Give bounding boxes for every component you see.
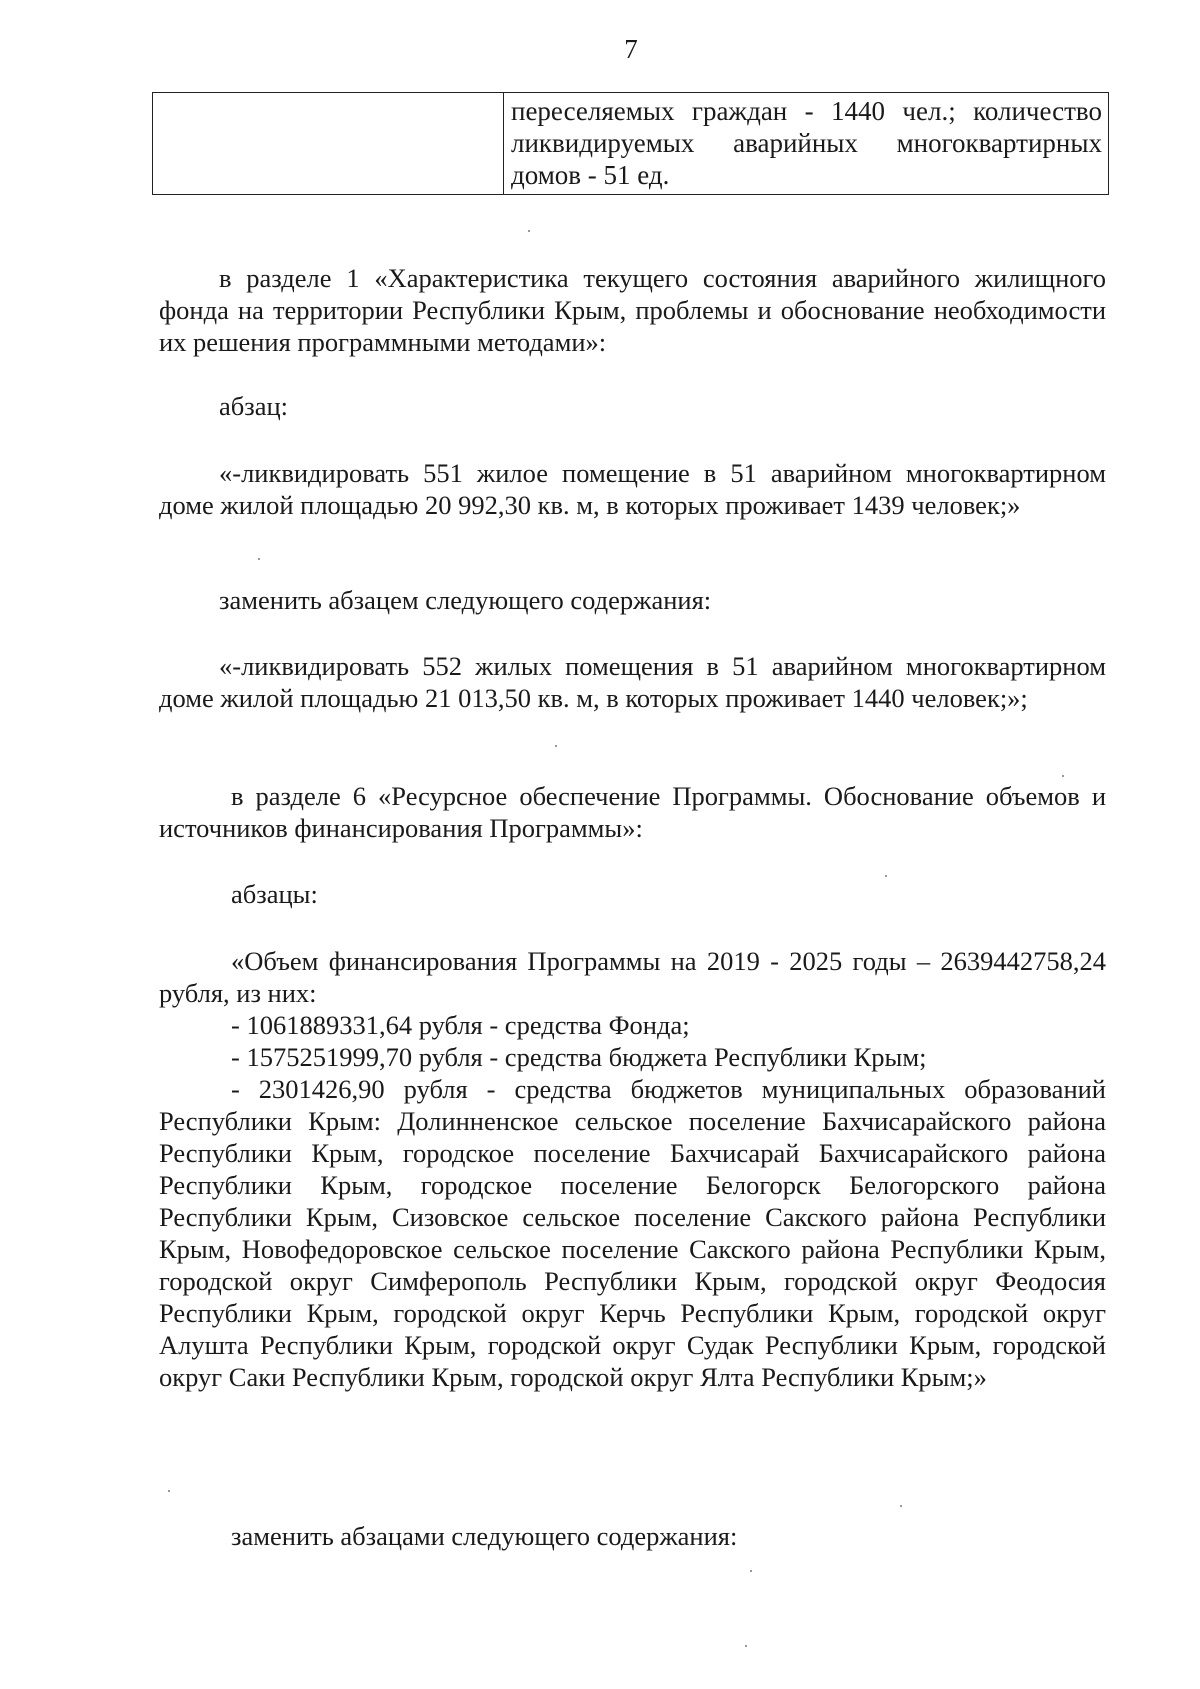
old-text: «-ликвидировать 551 жилое помещение в 51 аварийном многоквартирном доме жилой площадью 20 992,30 кв. м, в которых проживает 1439 человек;» xyxy=(159,458,1106,520)
table-cell-right: переселяемых граждан - 1440 чел.; количество ликвидируемых аварийных многоквартирных домов - 51 ед. xyxy=(511,96,1102,190)
table-fragment xyxy=(152,92,1109,195)
funding-municipal: - 2301426,90 рубля - средства бюджетов муниципальных образований Республики Крым: Долинненское сельское поселение Бахчисарайского района Республики Крым, городское поселение Бахчисарай Бахчисарайского района Республики Крым, городское поселение Белогорск Белогорского района Республики Крым, Сизовское сельское поселение Сакского района Республики Крым, Новофедоровское сельское поселение Сакского района Республики Крым, городской округ Симферополь Республики Крым, городской округ Феодосия Республики Крым, городской округ Керчь Республики Крым, городской округ Алушта Республики Крым, городской округ Судак Республики Крым, городской округ Саки Республики Крым, городской округ Ялта Республики Крым;» xyxy=(159,1074,1106,1392)
funding-total: «Объем финансирования Программы на 2019 - 2025 годы – 2639442758,24 рубля, из них: xyxy=(159,946,1106,1008)
replace-single-text: заменить абзацем следующего содержания: xyxy=(219,585,712,615)
table-cell-left xyxy=(153,93,504,194)
paragraph-abzac xyxy=(159,390,1106,422)
paragraph-old-text xyxy=(159,457,1106,521)
replace-plural-text: заменить абзацами следующего содержания: xyxy=(231,1521,738,1551)
abzac-label: абзац: xyxy=(219,391,289,421)
scan-speck xyxy=(258,558,260,560)
funding-republic: - 1575251999,70 рубля - средства бюджета Республики Крым; xyxy=(231,1042,927,1072)
funding-block xyxy=(159,945,1106,1393)
scan-speck xyxy=(555,745,557,747)
scan-speck xyxy=(900,1505,902,1507)
scan-speck xyxy=(1062,775,1064,777)
scan-speck xyxy=(885,875,887,877)
scan-speck xyxy=(528,230,530,232)
funding-fund: - 1061889331,64 рубля - средства Фонда; xyxy=(231,1010,690,1040)
scan-speck xyxy=(168,1490,170,1492)
abzacy-label: абзацы: xyxy=(231,879,318,909)
paragraph-replace-single xyxy=(159,584,1106,616)
paragraph-section1-intro xyxy=(159,262,1106,358)
page-number: 7 xyxy=(624,34,638,64)
paragraph-replace-plural xyxy=(159,1520,1106,1552)
section1-intro-text: в разделе 1 «Характеристика текущего состояния аварийного жилищного фонда на территории Республики Крым, проблемы и обоснование необходимости их решения программными методами»: xyxy=(159,263,1106,357)
paragraph-section6-intro xyxy=(159,780,1106,844)
paragraph-new-text xyxy=(159,650,1106,714)
paragraph-abzacy xyxy=(159,878,1106,910)
new-text: «-ликвидировать 552 жилых помещения в 51 аварийном многоквартирном доме жилой площадью 21 013,50 кв. м, в которых проживает 1440 человек;»; xyxy=(159,651,1106,713)
scan-speck xyxy=(745,1645,747,1647)
scan-speck xyxy=(750,1570,752,1572)
section6-intro-text: в разделе 6 «Ресурсное обеспечение Программы. Обоснование объемов и источников финансирования Программы»: xyxy=(159,781,1106,843)
